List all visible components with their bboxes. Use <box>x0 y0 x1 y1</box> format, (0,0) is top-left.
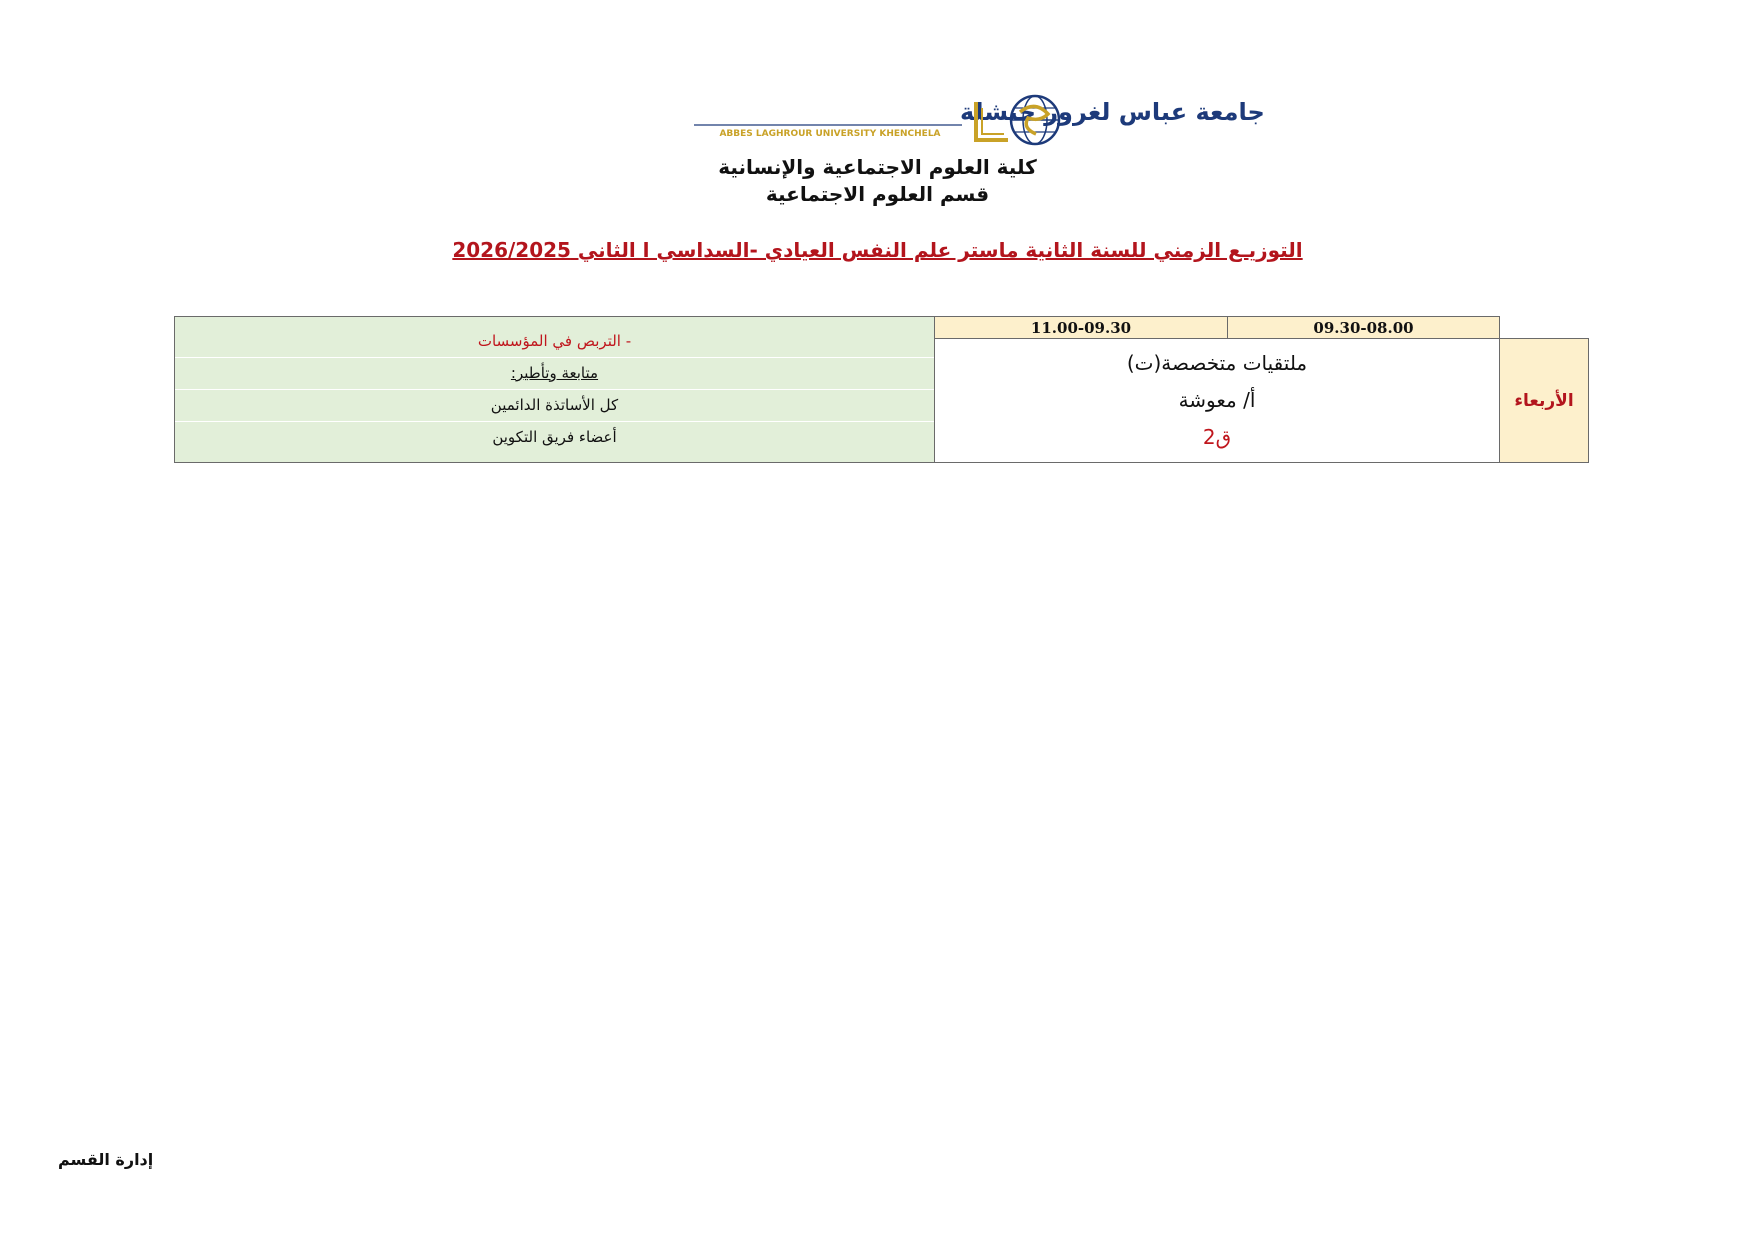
internship-cell <box>175 317 935 463</box>
header-spacer <box>1500 317 1589 339</box>
page-title: التوزيـع الزمني للسنة الثانية ماستر علم النفس العيادي -السداسي ا الثاني 2026/2025 <box>452 238 1303 262</box>
session-teacher: أ/ معوشة <box>1178 388 1256 412</box>
internship-supervision-label: متابعة وتأطير: <box>175 358 934 390</box>
logo-arabic-name: جامعة عباس لغرور خنشلة <box>960 98 1265 126</box>
day-label: الأربعاء <box>1500 339 1589 463</box>
timetable <box>174 316 1589 463</box>
department-name: قسم العلوم الاجتماعية <box>765 182 990 206</box>
internship-teachers: كل الأساتذة الدائمين <box>175 390 934 422</box>
logo-latin-name: ABBES LAGHROUR UNIVERSITY KHENCHELA <box>719 129 941 139</box>
internship-title: - التربص في المؤسسات <box>175 326 934 358</box>
time-slot-header: 09.30-08.00 <box>1228 317 1500 339</box>
session-cell <box>935 339 1500 463</box>
session-course: ملتقيات متخصصة(ت) <box>1126 351 1308 375</box>
faculty-name: كلية العلوم الاجتماعية والإنسانية <box>718 155 1037 179</box>
time-slot-header: 11.00-09.30 <box>935 317 1228 339</box>
internship-team: أعضاء فريق التكوين <box>492 428 617 446</box>
university-logo <box>690 92 1265 150</box>
session-room: ق2 <box>1202 425 1232 449</box>
department-signature: إدارة القسم <box>58 1150 154 1169</box>
